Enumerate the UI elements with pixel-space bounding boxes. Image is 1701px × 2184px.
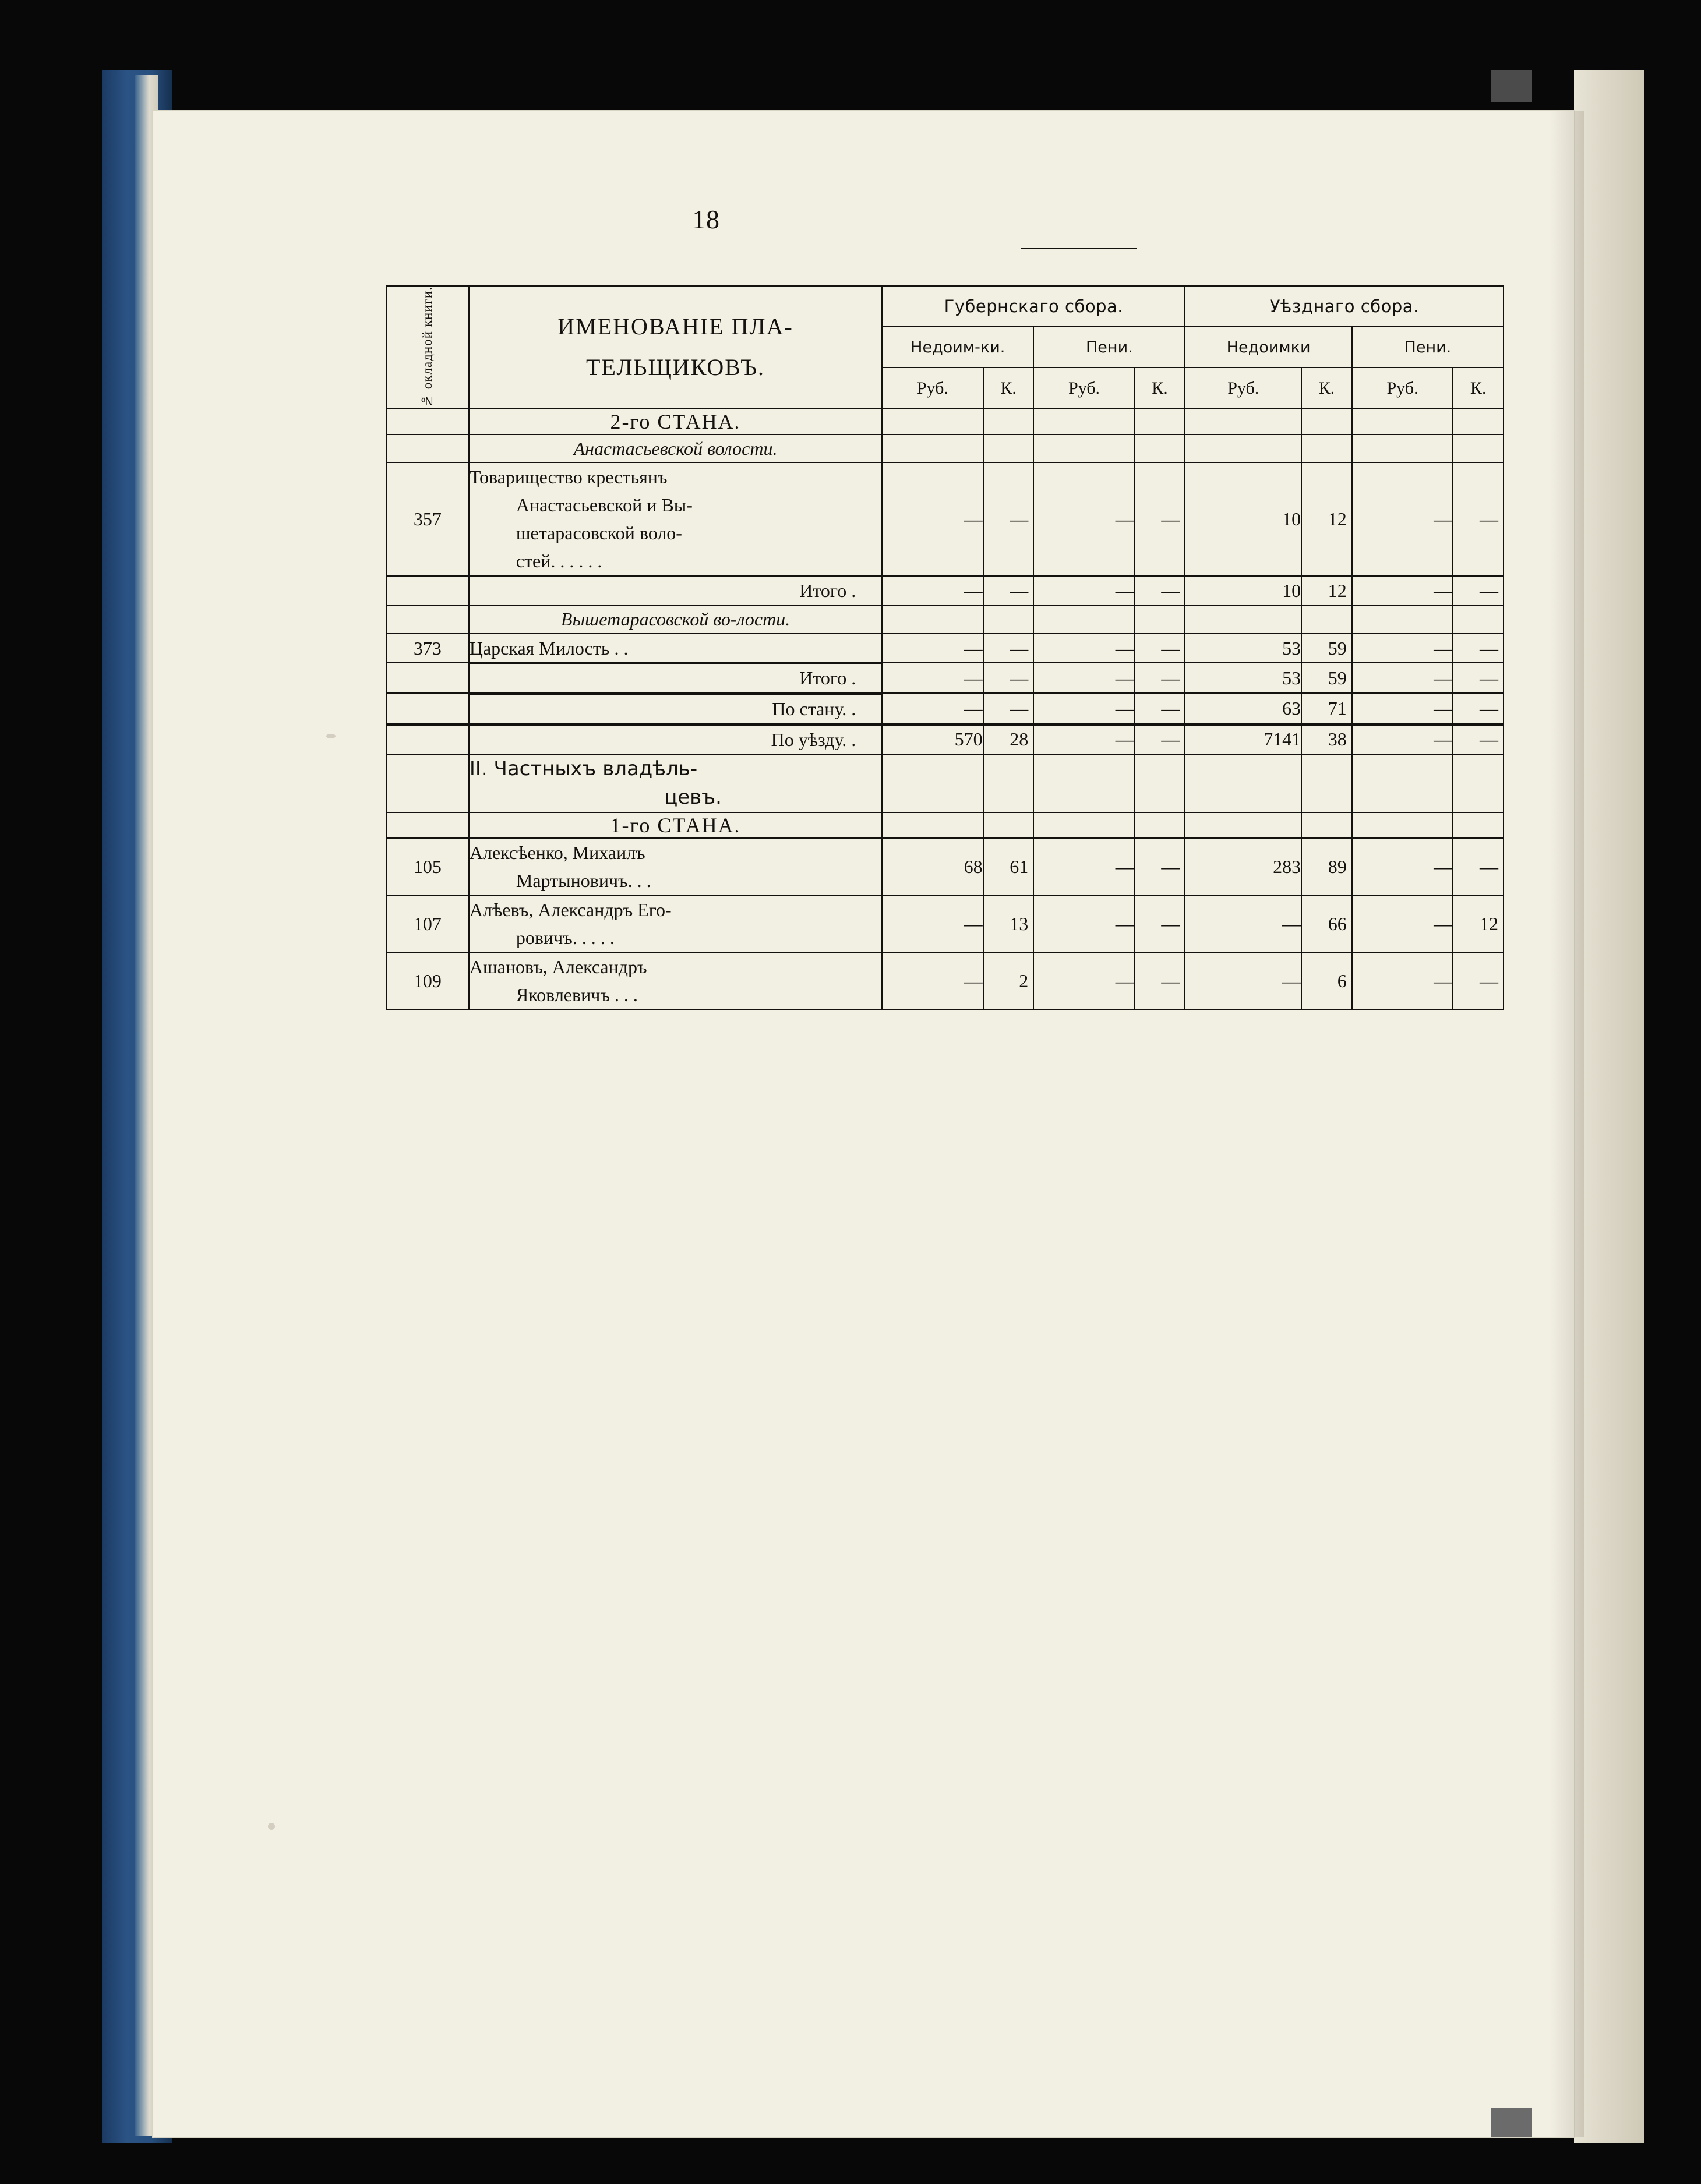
payer-name	[469, 952, 882, 1009]
table-row	[386, 605, 1504, 633]
cell-prov-rub: 68	[882, 838, 983, 895]
table-row	[386, 952, 1504, 1009]
cell-dist-rub: —	[1185, 895, 1301, 952]
cell-dist-kop: 12	[1301, 576, 1352, 606]
cell-prov-rub	[882, 605, 983, 633]
cell-prov-pen-rub	[1033, 434, 1134, 462]
subtotal-label: Итого .	[469, 576, 882, 606]
cell-prov-kop: 13	[983, 895, 1034, 952]
section-heading-line: II. Частныхъ владѣль-	[469, 757, 698, 780]
row-index	[386, 663, 469, 693]
cell-dist-pen-rub	[1352, 812, 1453, 838]
cell-dist-pen-kop: —	[1453, 663, 1504, 693]
cell-prov-pen-kop: —	[1135, 576, 1185, 606]
cell-dist-pen-kop: —	[1453, 634, 1504, 663]
payer-name-line: Мартыновичъ. . .	[516, 870, 651, 892]
table-row	[386, 576, 1504, 606]
district-total-label: По уѣзду. .	[469, 724, 882, 754]
payer-name	[469, 634, 882, 663]
cell-prov-pen-rub	[1033, 605, 1134, 633]
cell-dist-kop: 38	[1301, 724, 1352, 754]
cell-dist-kop: 89	[1301, 838, 1352, 895]
cell-dist-pen-kop: —	[1453, 838, 1504, 895]
cell-prov-pen-rub: —	[1033, 693, 1134, 724]
row-index: 109	[386, 952, 469, 1009]
cell-prov-pen-rub: —	[1033, 462, 1134, 576]
table-body	[386, 409, 1504, 1009]
cell-prov-rub	[882, 434, 983, 462]
header-unit-rub: Руб.	[1352, 367, 1453, 409]
cell-prov-pen-kop	[1135, 754, 1185, 813]
cell-dist-rub: 10	[1185, 576, 1301, 606]
cell-prov-kop: 61	[983, 838, 1034, 895]
payer-name-line: Яковлевичъ . . .	[516, 984, 638, 1006]
cell-prov-pen-kop	[1135, 812, 1185, 838]
cell-dist-pen-rub: —	[1352, 663, 1453, 693]
cell-prov-pen-rub: —	[1033, 838, 1134, 895]
cell-dist-rub	[1185, 605, 1301, 633]
section-heading	[469, 754, 882, 813]
cell-dist-pen-rub: —	[1352, 838, 1453, 895]
payer-name-line: Алѣевъ, Александръ Его-	[469, 899, 672, 921]
payer-name-line: Ашановъ, Александръ	[469, 956, 647, 978]
cell-dist-pen-rub: —	[1352, 895, 1453, 952]
cell-prov-kop: 28	[983, 724, 1034, 754]
station-total-label: По стану. .	[469, 693, 882, 724]
cell-prov-pen-rub: —	[1033, 724, 1134, 754]
table-row	[386, 754, 1504, 813]
cell-prov-pen-rub: —	[1033, 663, 1134, 693]
payer-name-line: ровичъ. . . . .	[516, 927, 615, 949]
cell-dist-pen-rub	[1352, 605, 1453, 633]
cell-dist-kop: 71	[1301, 693, 1352, 724]
cell-prov-rub: —	[882, 952, 983, 1009]
row-index	[386, 754, 469, 813]
table-row	[386, 724, 1504, 754]
cell-dist-kop: 59	[1301, 663, 1352, 693]
cell-prov-pen-kop: —	[1135, 838, 1185, 895]
scanner-clip-top	[1491, 70, 1532, 102]
table-row	[386, 462, 1504, 576]
cell-prov-kop: —	[983, 693, 1034, 724]
row-index	[386, 605, 469, 633]
cell-dist-pen-kop: 12	[1453, 895, 1504, 952]
cell-dist-rub	[1185, 754, 1301, 813]
cell-prov-pen-kop: —	[1135, 462, 1185, 576]
cell-dist-pen-rub: —	[1352, 952, 1453, 1009]
header-unit-kop: К.	[983, 367, 1034, 409]
cell-prov-pen-kop	[1135, 409, 1185, 434]
table-row	[386, 693, 1504, 724]
page-number-rule	[1021, 248, 1137, 249]
cell-prov-pen-rub: —	[1033, 576, 1134, 606]
cell-dist-pen-rub	[1352, 409, 1453, 434]
header-unit-rub: Руб.	[1185, 367, 1301, 409]
header-penalty-district: Пени.	[1352, 327, 1504, 367]
tax-arrears-table	[386, 285, 1504, 1010]
cell-dist-pen-rub: —	[1352, 634, 1453, 663]
cell-dist-pen-kop: —	[1453, 724, 1504, 754]
subtotal-label: Итого .	[469, 663, 882, 693]
cell-prov-pen-kop: —	[1135, 724, 1185, 754]
row-index	[386, 434, 469, 462]
table-header-row-1	[386, 286, 1504, 327]
cell-dist-pen-kop: —	[1453, 576, 1504, 606]
cell-prov-kop	[983, 409, 1034, 434]
cell-prov-rub: —	[882, 693, 983, 724]
header-unit-rub: Руб.	[1033, 367, 1134, 409]
cell-dist-kop	[1301, 409, 1352, 434]
cell-dist-rub: 283	[1185, 838, 1301, 895]
row-index	[386, 724, 469, 754]
header-index-column: № окладной книги.	[386, 286, 469, 409]
row-index: 107	[386, 895, 469, 952]
cell-prov-pen-rub	[1033, 409, 1134, 434]
table-row	[386, 895, 1504, 952]
cell-prov-pen-kop: —	[1135, 895, 1185, 952]
cell-prov-pen-kop: —	[1135, 693, 1185, 724]
cell-dist-rub	[1185, 812, 1301, 838]
cell-dist-pen-rub	[1352, 754, 1453, 813]
row-index	[386, 693, 469, 724]
cell-prov-rub: —	[882, 576, 983, 606]
cell-prov-pen-rub	[1033, 812, 1134, 838]
volost-heading: Анастасьевской волости.	[469, 434, 882, 462]
cell-prov-pen-kop: —	[1135, 663, 1185, 693]
cell-dist-pen-rub: —	[1352, 462, 1453, 576]
cell-prov-kop: —	[983, 462, 1034, 576]
cell-dist-pen-rub: —	[1352, 724, 1453, 754]
payer-name	[469, 895, 882, 952]
payer-name-line: Царская Милость . .	[469, 637, 629, 659]
payer-name	[469, 838, 882, 895]
cell-prov-kop	[983, 605, 1034, 633]
cell-prov-kop: —	[983, 576, 1034, 606]
cell-dist-pen-kop	[1453, 434, 1504, 462]
cell-dist-pen-kop	[1453, 812, 1504, 838]
cell-prov-pen-rub: —	[1033, 634, 1134, 663]
cell-prov-rub	[882, 754, 983, 813]
row-index: 373	[386, 634, 469, 663]
cell-dist-kop	[1301, 812, 1352, 838]
row-index	[386, 576, 469, 606]
row-index	[386, 409, 469, 434]
cell-prov-pen-rub	[1033, 754, 1134, 813]
row-index: 357	[386, 462, 469, 576]
header-penalty-provincial: Пени.	[1033, 327, 1185, 367]
cell-dist-pen-kop: —	[1453, 462, 1504, 576]
header-name-column: ИМЕНОВАНІЕ ПЛА- ТЕЛЬЩИКОВЪ.	[469, 286, 882, 409]
cell-dist-rub	[1185, 434, 1301, 462]
cell-prov-kop	[983, 434, 1034, 462]
page-number: 18	[692, 204, 720, 234]
station-heading: 1-го СТАНА.	[469, 812, 882, 838]
cell-dist-rub	[1185, 409, 1301, 434]
table-row	[386, 838, 1504, 895]
cell-dist-pen-rub	[1352, 434, 1453, 462]
cell-dist-kop: 66	[1301, 895, 1352, 952]
cell-dist-pen-kop: —	[1453, 952, 1504, 1009]
cell-prov-rub	[882, 812, 983, 838]
header-unit-kop: К.	[1301, 367, 1352, 409]
cell-prov-pen-kop: —	[1135, 634, 1185, 663]
cell-prov-kop: —	[983, 634, 1034, 663]
payer-name-line: Алексѣенко, Михаилъ	[469, 842, 645, 864]
payer-name-line: стей. . . . . .	[516, 550, 602, 572]
cell-dist-pen-kop	[1453, 754, 1504, 813]
header-unit-rub: Руб.	[882, 367, 983, 409]
cell-prov-kop	[983, 812, 1034, 838]
cell-dist-rub: —	[1185, 952, 1301, 1009]
cell-prov-rub: —	[882, 462, 983, 576]
cell-dist-pen-rub: —	[1352, 693, 1453, 724]
cell-dist-kop: 59	[1301, 634, 1352, 663]
table-row	[386, 634, 1504, 663]
header-unit-kop: К.	[1453, 367, 1504, 409]
cell-prov-pen-kop	[1135, 434, 1185, 462]
payer-name-line: шетарасовской воло-	[516, 522, 682, 544]
row-index: 105	[386, 838, 469, 895]
payer-name	[469, 462, 882, 576]
table-row	[386, 663, 1504, 693]
header-arrears-provincial: Недоим-ки.	[882, 327, 1033, 367]
cell-dist-rub: 63	[1185, 693, 1301, 724]
cell-dist-kop	[1301, 434, 1352, 462]
header-unit-kop: К.	[1135, 367, 1185, 409]
cell-dist-kop	[1301, 754, 1352, 813]
printed-page	[153, 111, 1574, 2137]
cell-prov-rub: —	[882, 663, 983, 693]
cell-dist-rub: 10	[1185, 462, 1301, 576]
cell-prov-pen-kop	[1135, 605, 1185, 633]
table-row	[386, 434, 1504, 462]
cell-dist-kop	[1301, 605, 1352, 633]
cell-prov-rub: 570	[882, 724, 983, 754]
cell-prov-pen-rub: —	[1033, 952, 1134, 1009]
cell-prov-rub	[882, 409, 983, 434]
station-heading: 2-го СТАНА.	[469, 409, 882, 434]
cell-dist-pen-kop	[1453, 605, 1504, 633]
table-row	[386, 812, 1504, 838]
cell-prov-pen-rub: —	[1033, 895, 1134, 952]
header-group-provincial: Губернскаго сбора.	[882, 286, 1185, 327]
cell-prov-rub: —	[882, 634, 983, 663]
header-arrears-district: Недоимки	[1185, 327, 1351, 367]
header-group-district: Уѣзднаго сбора.	[1185, 286, 1504, 327]
cell-prov-pen-kop: —	[1135, 952, 1185, 1009]
cell-prov-kop	[983, 754, 1034, 813]
cell-dist-kop: 6	[1301, 952, 1352, 1009]
row-index	[386, 812, 469, 838]
cell-dist-pen-kop: —	[1453, 693, 1504, 724]
section-heading-line: цевъ.	[664, 786, 722, 810]
table-row	[386, 409, 1504, 434]
cell-dist-rub: 53	[1185, 634, 1301, 663]
cell-dist-rub: 53	[1185, 663, 1301, 693]
cell-prov-kop: 2	[983, 952, 1034, 1009]
cell-dist-pen-kop	[1453, 409, 1504, 434]
payer-name-line: Анастасьевской и Вы-	[516, 494, 693, 516]
page-fore-edge	[1574, 70, 1644, 2143]
cell-dist-rub: 7141	[1185, 724, 1301, 754]
cell-dist-kop: 12	[1301, 462, 1352, 576]
cell-prov-kop: —	[983, 663, 1034, 693]
payer-name-line: Товарищество крестьянъ	[469, 467, 668, 488]
volost-heading: Вышетарасовской во-лости.	[469, 605, 882, 633]
cell-prov-rub: —	[882, 895, 983, 952]
cell-dist-pen-rub: —	[1352, 576, 1453, 606]
